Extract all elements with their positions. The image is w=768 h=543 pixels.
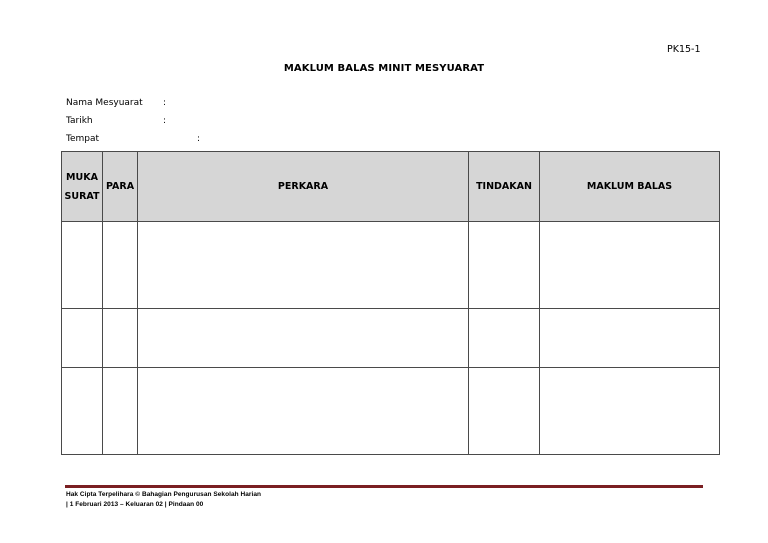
footer-copyright: Hak Cipta Terpelihara © Bahagian Pengurusan Sekolah Harian <box>66 491 262 498</box>
date-colon: : <box>163 116 167 126</box>
table-cell <box>469 309 540 368</box>
date-label: Tarikh <box>66 116 93 126</box>
column-header-matter: PERKARA <box>138 152 469 222</box>
table-cell <box>469 222 540 309</box>
table-cell <box>62 222 103 309</box>
table-cell <box>540 368 720 455</box>
table-row <box>62 222 720 309</box>
table-cell <box>103 222 138 309</box>
column-header-feedback: MAKLUM BALAS <box>540 152 720 222</box>
document-title: MAKLUM BALAS MINIT MESYUARAT <box>283 63 485 74</box>
column-header-page: MUKA SURAT <box>62 152 103 222</box>
column-header-action: TINDAKAN <box>469 152 540 222</box>
table-cell <box>138 309 469 368</box>
table-row <box>62 368 720 455</box>
table-cell <box>103 368 138 455</box>
footer-divider <box>65 485 703 488</box>
document-code: PK15-1 <box>667 44 701 55</box>
table-cell <box>469 368 540 455</box>
table-cell <box>138 368 469 455</box>
table-cell <box>103 309 138 368</box>
place-label: Tempat <box>66 134 100 144</box>
footer-revision: | 1 Februari 2013 – Keluaran 02 | Pindaan 00 <box>66 501 204 508</box>
table-row <box>62 309 720 368</box>
place-colon: : <box>197 134 201 144</box>
table-cell <box>540 309 720 368</box>
feedback-table <box>61 151 720 455</box>
meeting-name-colon: : <box>163 98 167 108</box>
table-cell <box>62 309 103 368</box>
table-cell <box>540 222 720 309</box>
table-cell <box>62 368 103 455</box>
table-header-row <box>62 152 720 222</box>
meeting-name-label: Nama Mesyuarat <box>66 98 143 108</box>
column-header-paragraph: PARA <box>103 152 138 222</box>
table-cell <box>138 222 469 309</box>
